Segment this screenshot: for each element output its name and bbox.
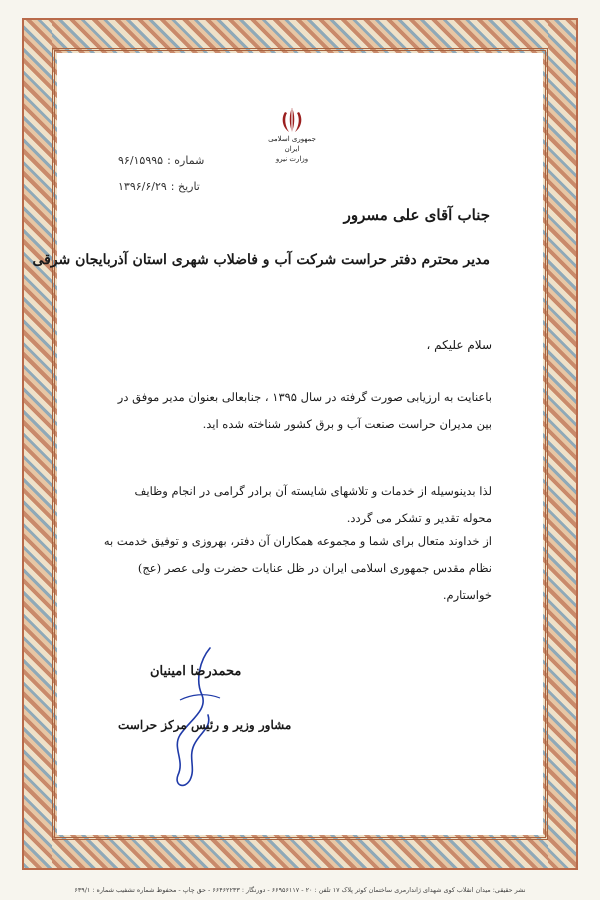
- salutation: جناب آقای علی مسرور: [343, 206, 490, 224]
- date-label: تاریخ :: [170, 180, 200, 193]
- paragraph-3: از خداوند متعال برای شما و مجموعه همکاران آن دفتر، بهروزی و توفیق خدمت به نظام مقدس جمهوری اسلامی ایران در ظل عنایات حضرت ولی عصر (عج) خواستارم.: [103, 534, 492, 602]
- date-value: ۱۳۹۶/۶/۲۹: [118, 180, 167, 193]
- greeting: سلام علیکم ،: [426, 338, 492, 352]
- number-label: شماره :: [167, 154, 205, 167]
- iran-emblem: [262, 106, 322, 168]
- iran-emblem-icon: [279, 106, 305, 134]
- recipient: مدیر محترم دفتر حراست شرکت آب و فاضلاب شهری استان آذربایجان شرقی: [32, 252, 490, 268]
- emblem-caption-line2: وزارت نیرو: [275, 155, 309, 163]
- letter-date: [118, 180, 200, 193]
- signatory-name: محمدرضا امینیان: [150, 664, 242, 679]
- letter-number: [118, 154, 204, 167]
- emblem-caption-line1: جمهوری اسلامی ایران: [268, 135, 316, 153]
- number-value: ۹۶/۱۵۹۹۵: [118, 154, 164, 167]
- paragraph-2: لذا بدینوسیله از خدمات و تلاشهای شایسته آن برادر گرامی در انجام وظایف محوله تقدیر و تشکر می گردد.: [134, 484, 492, 525]
- footer-imprint: نشر حقیقی: میدان انقلاب کوی شهدای ژاندارمری ساختمان کوثر پلاک ۱۷ تلفن : ۲۰ - ۶۶۹۵۶۱۱۷ - دورنگار : ۶۶۴۶۲۲۳۳ - حق چاپ - محفوظ شماره تشفیب شماره : ۶۳۹/۱: [74, 886, 526, 894]
- paragraph-1: باعنایت به ارزیابی صورت گرفته در سال ۱۳۹۵ ، جنابعالی بعنوان مدیر موفق در بین مدیران حراست صنعت آب و برق کشور شناخته شده اید.: [117, 390, 492, 431]
- signatory-title: مشاور وزیر و رئیس مرکز حراست: [118, 718, 292, 732]
